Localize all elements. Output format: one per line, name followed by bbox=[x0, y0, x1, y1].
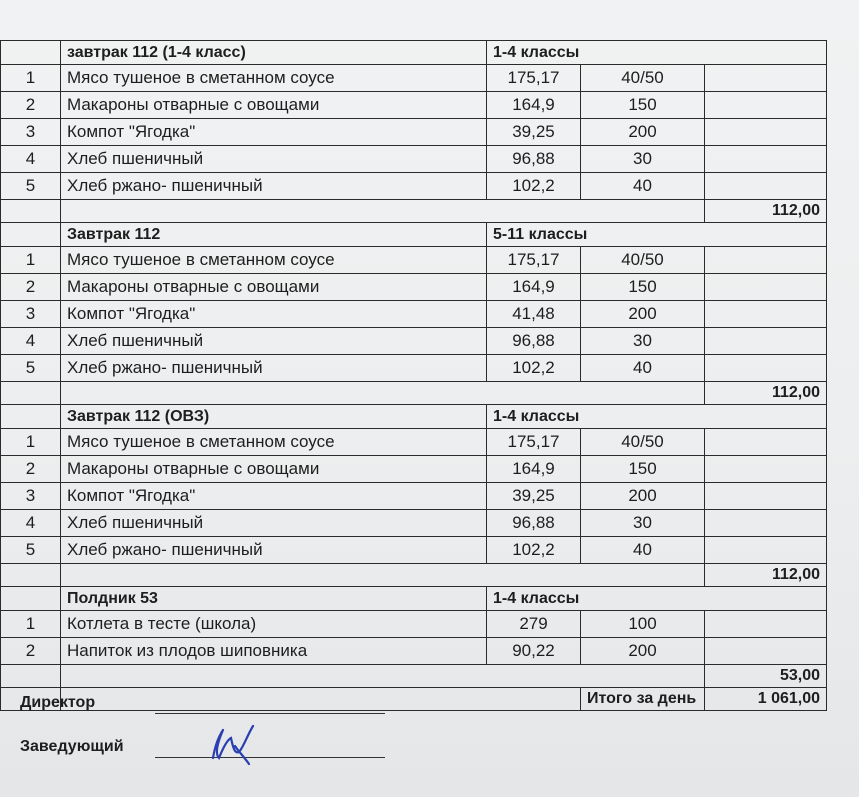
row-number: 4 bbox=[1, 146, 61, 173]
dish-name: Макароны отварные с овощами bbox=[61, 92, 487, 119]
dish-yield: 100 bbox=[581, 611, 705, 638]
dish-price: 96,88 bbox=[487, 146, 581, 173]
empty-cell bbox=[705, 611, 827, 638]
section-title: завтрак 112 (1-4 класс) bbox=[61, 41, 487, 65]
section-header bbox=[1, 41, 827, 65]
director-label: Директор bbox=[20, 694, 96, 711]
dish-price: 39,25 bbox=[487, 119, 581, 146]
dish-yield: 200 bbox=[581, 638, 705, 665]
total-number-cell bbox=[1, 382, 61, 405]
empty-cell bbox=[705, 456, 827, 483]
dish-name: Хлеб ржано- пшеничный bbox=[61, 173, 487, 200]
table-row bbox=[1, 483, 827, 510]
row-number: 1 bbox=[1, 429, 61, 456]
dish-name: Хлеб пшеничный bbox=[61, 328, 487, 355]
dish-yield: 40 bbox=[581, 173, 705, 200]
handwritten-signature bbox=[205, 718, 265, 768]
manager-label: Заведующий bbox=[20, 738, 124, 755]
dish-yield: 40/50 bbox=[581, 247, 705, 274]
table-row bbox=[1, 611, 827, 638]
row-number: 2 bbox=[1, 638, 61, 665]
total-spacer-cell bbox=[61, 200, 705, 223]
section-header bbox=[1, 405, 827, 429]
dish-price: 279 bbox=[487, 611, 581, 638]
dish-price: 96,88 bbox=[487, 510, 581, 537]
row-number: 1 bbox=[1, 247, 61, 274]
dish-yield: 30 bbox=[581, 510, 705, 537]
section-total: 53,00 bbox=[705, 665, 827, 688]
table-row bbox=[1, 301, 827, 328]
dish-price: 175,17 bbox=[487, 429, 581, 456]
section-group: 1-4 классы bbox=[487, 587, 827, 611]
row-number: 3 bbox=[1, 483, 61, 510]
dish-name: Макароны отварные с овощами bbox=[61, 274, 487, 301]
grand-total-label: Итого за день bbox=[581, 688, 705, 711]
dish-price: 164,9 bbox=[487, 92, 581, 119]
empty-cell bbox=[705, 65, 827, 92]
dish-name: Макароны отварные с овощами bbox=[61, 456, 487, 483]
section-group: 1-4 классы bbox=[487, 405, 827, 429]
dish-name: Хлеб пшеничный bbox=[61, 510, 487, 537]
row-number: 1 bbox=[1, 65, 61, 92]
director-signature-line bbox=[155, 713, 385, 714]
menu-body bbox=[1, 41, 827, 711]
dish-yield: 40 bbox=[581, 355, 705, 382]
row-number: 2 bbox=[1, 456, 61, 483]
dish-name: Хлеб ржано- пшеничный bbox=[61, 537, 487, 564]
section-total-row bbox=[1, 564, 827, 587]
empty-cell bbox=[705, 429, 827, 456]
dish-price: 102,2 bbox=[487, 355, 581, 382]
total-spacer-cell bbox=[61, 564, 705, 587]
table-row bbox=[1, 65, 827, 92]
dish-yield: 40 bbox=[581, 537, 705, 564]
table-row bbox=[1, 119, 827, 146]
row-number: 5 bbox=[1, 173, 61, 200]
row-number: 5 bbox=[1, 355, 61, 382]
dish-yield: 40/50 bbox=[581, 65, 705, 92]
dish-name: Мясо тушеное в сметанном соусе bbox=[61, 65, 487, 92]
header-number-cell bbox=[1, 587, 61, 611]
empty-cell bbox=[705, 274, 827, 301]
empty-cell bbox=[705, 92, 827, 119]
table-row bbox=[1, 247, 827, 274]
section-total-row bbox=[1, 200, 827, 223]
section-group: 5-11 классы bbox=[487, 223, 827, 247]
dish-yield: 150 bbox=[581, 92, 705, 119]
section-header bbox=[1, 223, 827, 247]
dish-price: 39,25 bbox=[487, 483, 581, 510]
dish-yield: 200 bbox=[581, 301, 705, 328]
empty-cell bbox=[705, 146, 827, 173]
table-row bbox=[1, 510, 827, 537]
table-row bbox=[1, 146, 827, 173]
dish-price: 102,2 bbox=[487, 537, 581, 564]
dish-name: Хлеб ржано- пшеничный bbox=[61, 355, 487, 382]
empty-cell bbox=[705, 510, 827, 537]
row-number: 3 bbox=[1, 119, 61, 146]
grand-total-value: 1 061,00 bbox=[705, 688, 827, 711]
dish-price: 96,88 bbox=[487, 328, 581, 355]
dish-price: 175,17 bbox=[487, 65, 581, 92]
table-row bbox=[1, 638, 827, 665]
dish-name: Напиток из плодов шиповника bbox=[61, 638, 487, 665]
grand-total-row bbox=[1, 688, 827, 711]
total-number-cell bbox=[1, 564, 61, 587]
header-number-cell bbox=[1, 41, 61, 65]
section-header bbox=[1, 587, 827, 611]
dish-price: 175,17 bbox=[487, 247, 581, 274]
row-number: 2 bbox=[1, 92, 61, 119]
total-number-cell bbox=[1, 665, 61, 688]
empty-cell bbox=[705, 355, 827, 382]
row-number: 5 bbox=[1, 537, 61, 564]
dish-name: Хлеб пшеничный bbox=[61, 146, 487, 173]
empty-cell bbox=[705, 119, 827, 146]
dish-name: Компот "Ягодка" bbox=[61, 483, 487, 510]
dish-price: 90,22 bbox=[487, 638, 581, 665]
dish-price: 164,9 bbox=[487, 274, 581, 301]
dish-name: Компот "Ягодка" bbox=[61, 119, 487, 146]
empty-cell bbox=[705, 301, 827, 328]
row-number: 3 bbox=[1, 301, 61, 328]
dish-price: 41,48 bbox=[487, 301, 581, 328]
dish-yield: 200 bbox=[581, 119, 705, 146]
table-row bbox=[1, 92, 827, 119]
section-title: Завтрак 112 bbox=[61, 223, 487, 247]
empty-cell bbox=[705, 173, 827, 200]
section-total: 112,00 bbox=[705, 382, 827, 405]
dish-price: 102,2 bbox=[487, 173, 581, 200]
dish-name: Мясо тушеное в сметанном соусе bbox=[61, 429, 487, 456]
section-total-row bbox=[1, 665, 827, 688]
row-number: 4 bbox=[1, 510, 61, 537]
section-title: Завтрак 112 (ОВЗ) bbox=[61, 405, 487, 429]
table-row bbox=[1, 328, 827, 355]
total-spacer-cell bbox=[61, 665, 705, 688]
dish-yield: 40/50 bbox=[581, 429, 705, 456]
row-number: 4 bbox=[1, 328, 61, 355]
header-number-cell bbox=[1, 223, 61, 247]
dish-yield: 150 bbox=[581, 456, 705, 483]
row-number: 1 bbox=[1, 611, 61, 638]
header-number-cell bbox=[1, 405, 61, 429]
dish-yield: 30 bbox=[581, 328, 705, 355]
dish-name: Мясо тушеное в сметанном соусе bbox=[61, 247, 487, 274]
table-row bbox=[1, 456, 827, 483]
table-row bbox=[1, 173, 827, 200]
total-spacer-cell bbox=[61, 382, 705, 405]
section-title: Полдник 53 bbox=[61, 587, 487, 611]
dish-name: Компот "Ягодка" bbox=[61, 301, 487, 328]
table-row bbox=[1, 355, 827, 382]
empty-cell bbox=[705, 537, 827, 564]
grand-spacer-cell bbox=[61, 688, 581, 711]
table-row bbox=[1, 537, 827, 564]
section-total: 112,00 bbox=[705, 564, 827, 587]
empty-cell bbox=[705, 638, 827, 665]
row-number: 2 bbox=[1, 274, 61, 301]
section-total: 112,00 bbox=[705, 200, 827, 223]
dish-name: Котлета в тесте (школа) bbox=[61, 611, 487, 638]
empty-cell bbox=[705, 483, 827, 510]
total-number-cell bbox=[1, 200, 61, 223]
section-total-row bbox=[1, 382, 827, 405]
empty-cell bbox=[705, 328, 827, 355]
dish-yield: 30 bbox=[581, 146, 705, 173]
dish-yield: 200 bbox=[581, 483, 705, 510]
dish-yield: 150 bbox=[581, 274, 705, 301]
table-row bbox=[1, 274, 827, 301]
section-group: 1-4 классы bbox=[487, 41, 827, 65]
menu-table bbox=[0, 40, 827, 711]
manager-signature-line bbox=[155, 757, 385, 758]
dish-price: 164,9 bbox=[487, 456, 581, 483]
table-row bbox=[1, 429, 827, 456]
empty-cell bbox=[705, 247, 827, 274]
